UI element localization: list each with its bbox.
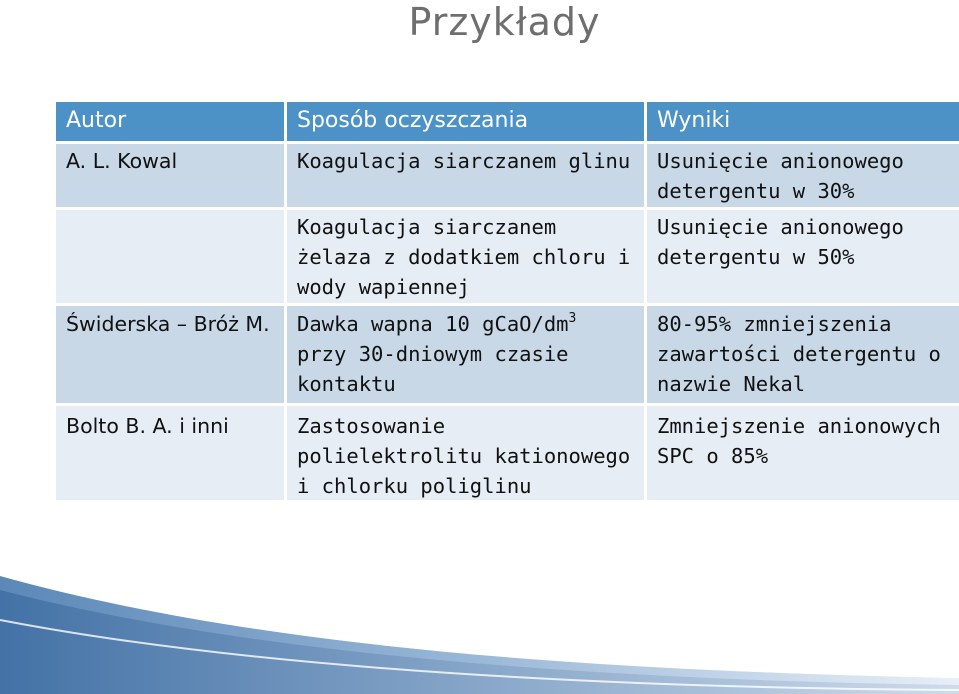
method-text-part1: Dawka wapna 10 gCaO/dm — [297, 312, 569, 336]
cell-method — [287, 306, 647, 406]
cell-method: Koagulacja siarczanem glinu — [287, 144, 647, 210]
cell-method: Zastosowanie polielektrolitu kationowego i chlorku poliglinu — [287, 406, 647, 503]
data-table — [56, 102, 959, 503]
method-superscript: 3 — [568, 311, 577, 326]
header-author: Autor — [56, 102, 287, 144]
decorative-wave-graphic — [0, 560, 959, 694]
cell-result: Zmniejszenie anionowych SPC o 85% — [647, 406, 959, 503]
cell-result: Usunięcie anionowego detergentu w 50% — [647, 210, 959, 306]
cell-author — [56, 210, 287, 306]
cell-result: Usunięcie anionowego detergentu w 30% — [647, 144, 959, 210]
cell-result: 80-95% zmniejszenia zawartości detergentu o nazwie Nekal — [647, 306, 959, 406]
table-header-row — [56, 102, 959, 144]
cell-method: Koagulacja siarczanem żelaza z dodatkiem chloru i wody wapiennej — [287, 210, 647, 306]
table-row — [56, 406, 959, 503]
cell-author: Bolto B. A. i inni — [56, 406, 287, 503]
cell-author: A. L. Kowal — [56, 144, 287, 210]
header-method: Sposób oczyszczania — [287, 102, 647, 144]
method-text-part2: przy 30-dniowym czasie kontaktu — [297, 342, 569, 396]
table-row — [56, 144, 959, 210]
cell-author: Świderska – Bróż M. — [56, 306, 287, 406]
header-results: Wyniki — [647, 102, 959, 144]
table-row — [56, 210, 959, 306]
slide-title: Przykłady — [408, 0, 601, 44]
table-row — [56, 306, 959, 406]
